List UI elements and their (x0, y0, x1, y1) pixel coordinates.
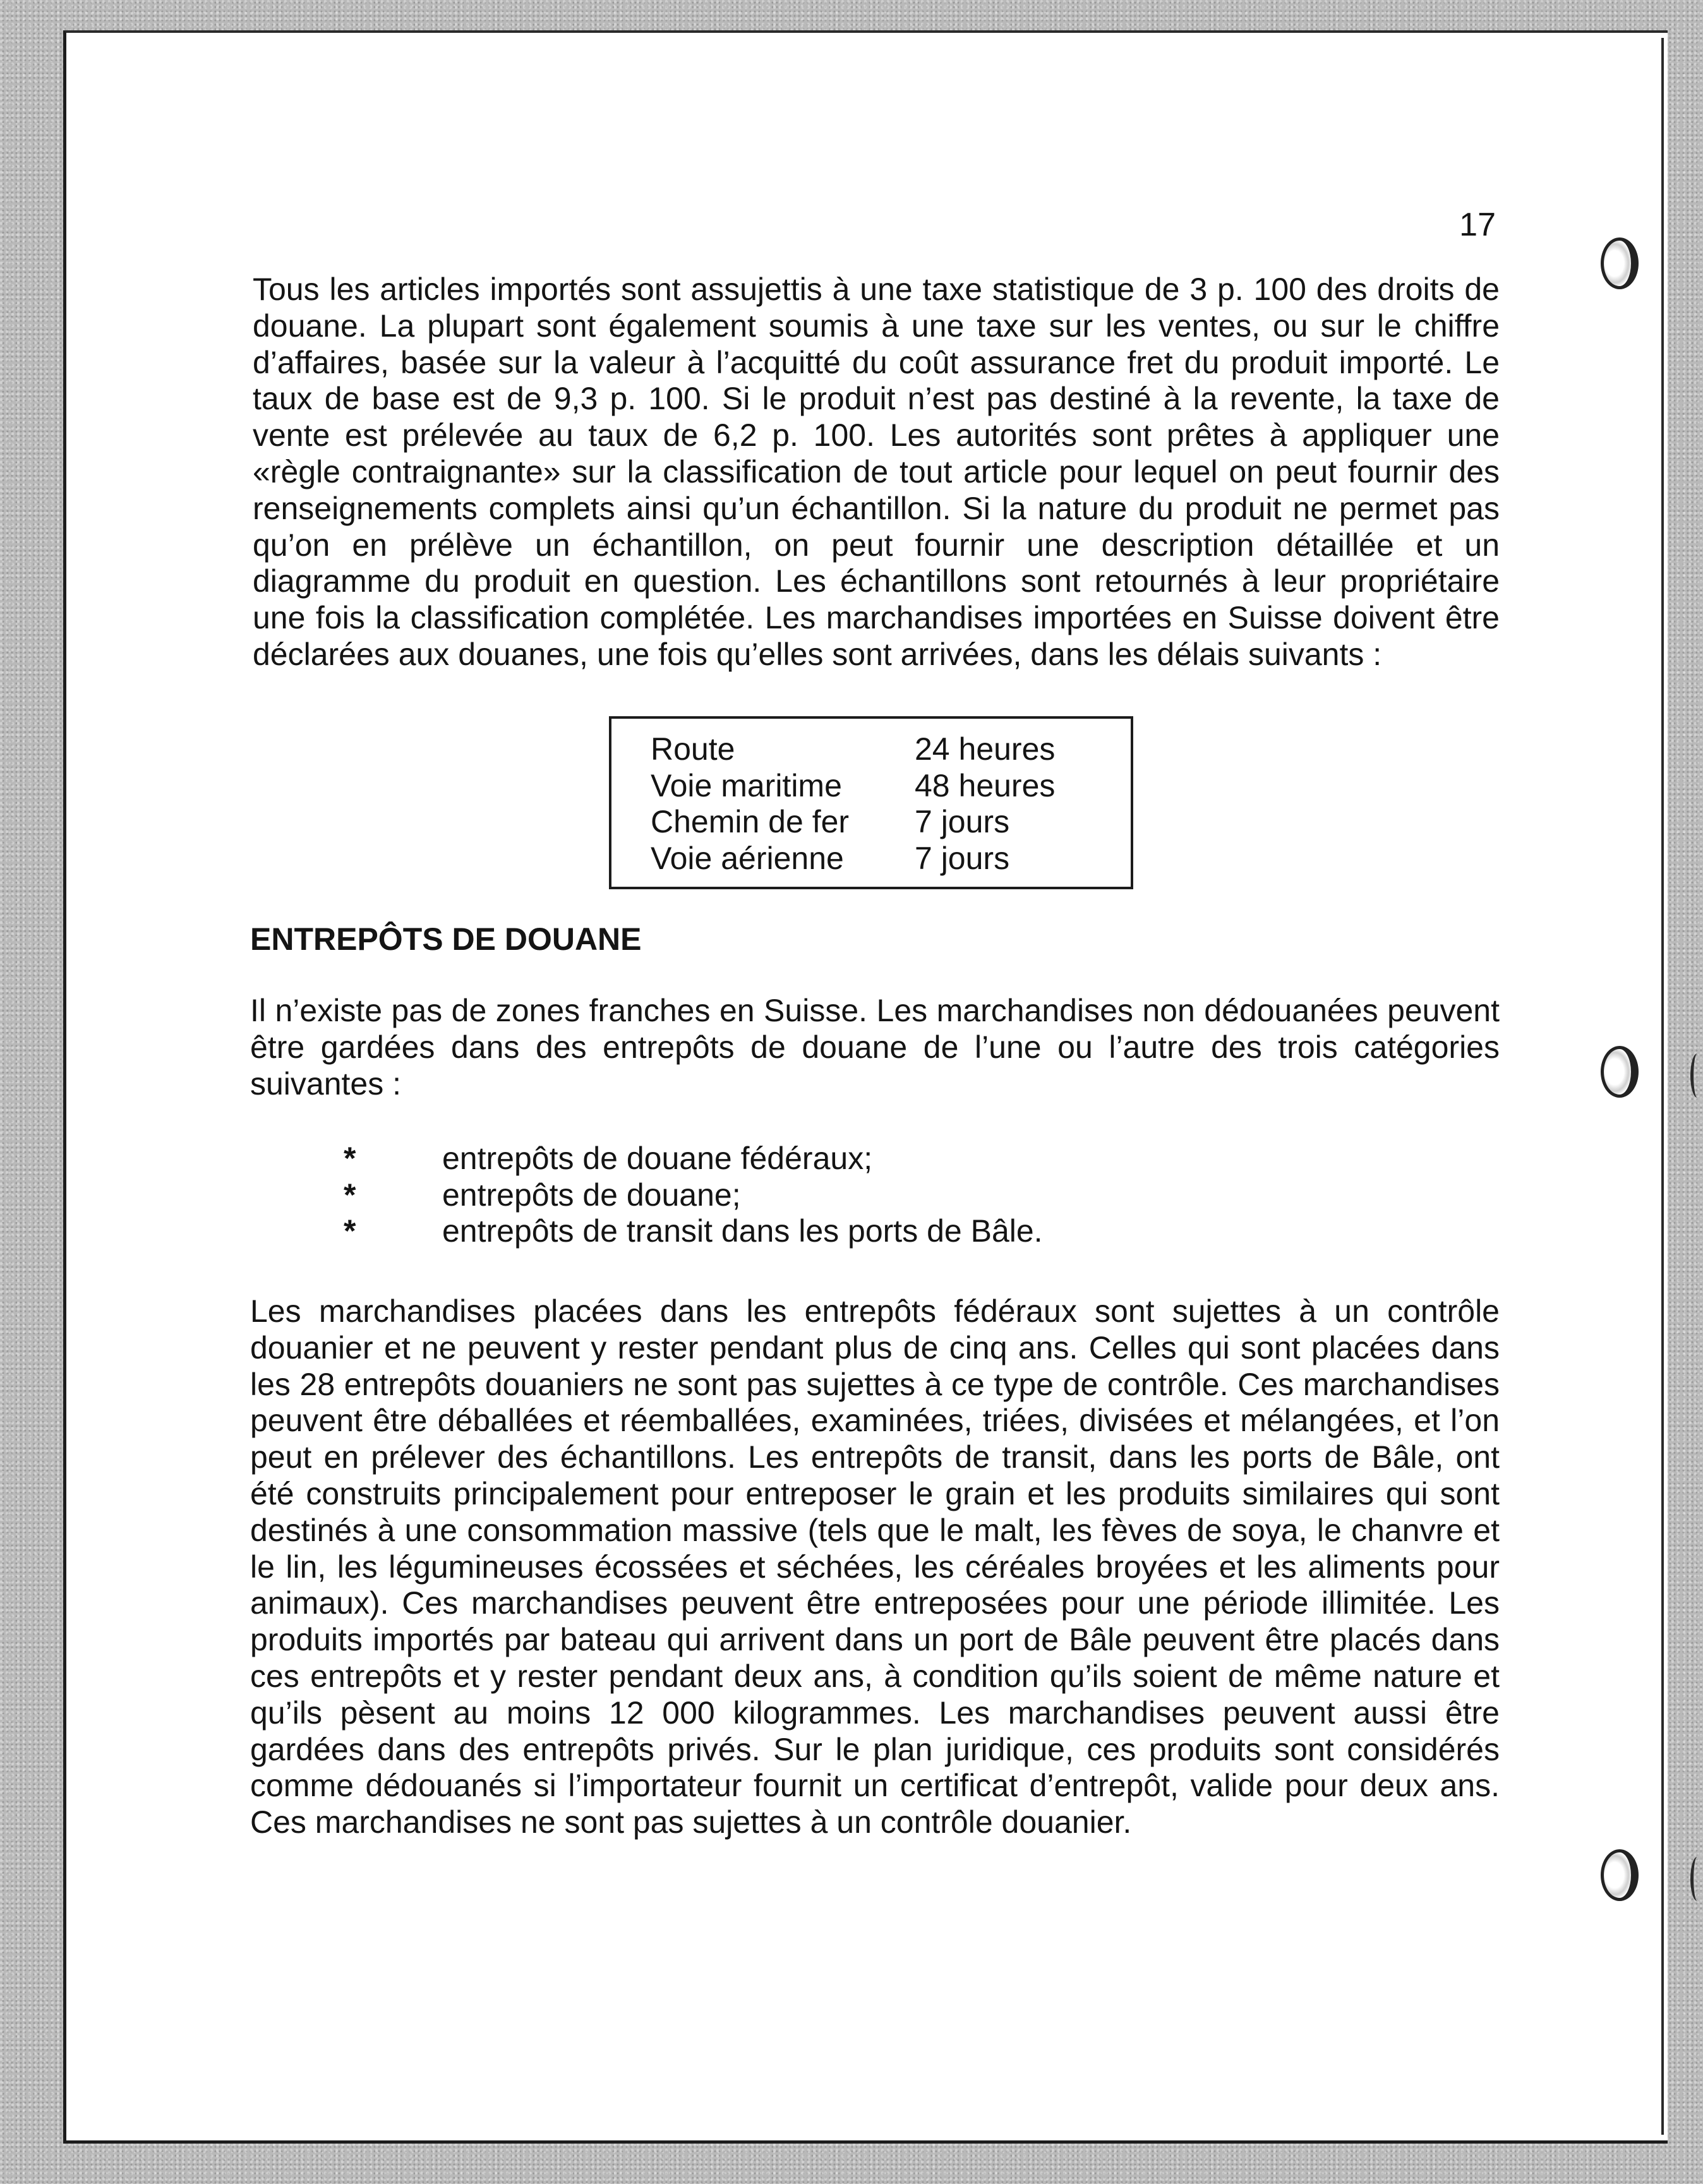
list-item-text: entrepôts de transit dans les ports de Bâle. (442, 1213, 1043, 1249)
transport-mode: Voie maritime (651, 767, 842, 803)
delay-time: 24 heures (915, 731, 1056, 767)
list-item-text: entrepôts de douane; (442, 1177, 741, 1213)
binder-ring-icon (1690, 1857, 1703, 1901)
section-heading: ENTREPÔTS DE DOUANE (250, 921, 642, 957)
list-item (341, 1213, 1043, 1250)
transport-mode: Route (651, 731, 735, 767)
transport-mode: Voie aérienne (651, 840, 844, 876)
delay-row (651, 768, 1131, 805)
delay-time: 48 heures (915, 767, 1056, 803)
list-item (341, 1177, 1043, 1214)
list-item-text: entrepôts de douane fédéraux; (442, 1141, 873, 1176)
paragraph-import-taxes: Tous les articles importés sont assujettis à une taxe statistique de 3 p. 100 des droits de douane. La plupart sont également soumis à une taxe sur les ventes, ou sur le chiffre d’affaires, basée sur la valeur à l’acquitté du coût assurance fret du produit importé. Le taux de base est de 9,3 p. 100. Si le produit n’est pas destiné à la revente, la taxe de vente est prélevée au taux de 6,2 p. 100. Les autorités sont prêtes à appliquer une «règle contraignante» sur la classification de tout article pour lequel on peut fournir des renseignements complets ainsi qu’un échantillon. Si la nature du produit ne permet pas qu’on en prélève un échantillon, on peut fournir une description détaillée et un diagramme du produit en question. Les échantillons sont retournés à leur propriétaire une fois la classification complétée. Les marchandises importées en Suisse doivent être déclarées aux douanes, une fois qu’elles sont arrivées, dans les délais suivants : (253, 272, 1500, 672)
binder-hole-icon (1601, 1849, 1639, 1901)
paragraph-no-free-zones: Il n’existe pas de zones franches en Suisse. Les marchandises non dédouanées peuvent être gardées dans des entrepôts de douane de l’une ou l’autre des trois catégories suivantes : (250, 993, 1500, 1101)
binder-ring-icon (1690, 1053, 1703, 1098)
binder-hole-icon (1601, 1046, 1639, 1098)
declaration-delays-table (609, 716, 1133, 889)
delay-row (651, 841, 1131, 877)
warehouse-category-list (341, 1141, 1043, 1250)
delay-time: 7 jours (915, 804, 1010, 839)
paragraph-warehouse-details: Les marchandises placées dans les entrepôts fédéraux sont sujettes à un contrôle douanier et ne peuvent y rester pendant plus de cinq ans. Celles qui sont placées dans les 28 entrepôts douaniers ne sont pas sujettes à ce type de contrôle. Ces marchandises peuvent être déballées et réemballées, examinées, triées, divisées et mélangées, et l’on peut en prélever des échantillons. Les entrepôts de transit, dans les ports de Bâle, ont été construits principalement pour entreposer le grain et les produits similaires qui sont destinés à une consommation massive (tels que le malt, les fèves de soya, le chanvre et le lin, les légumineuses écossées et séchées, les céréales broyées et les aliments pour animaux). Ces marchandises peuvent être entreposées pour une période illimitée. Les produits importés par bateau qui arrivent dans un port de Bâle peuvent être placés dans ces entrepôts et y rester pendant deux ans, à condition qu’ils soient de même nature et qu’ils pèsent au moins 12 000 kilogrammes. Les marchandises peuvent aussi être gardées dans des entrepôts privés. Sur le plan juridique, ces produits sont considérés comme dédouanés si l’importateur fournit un certificat d’entrepôt, valide pour deux ans. Ces marchandises ne sont pas sujettes à un contrôle douanier. (250, 1293, 1500, 1840)
page-number: 17 (1459, 207, 1496, 243)
transport-mode: Chemin de fer (651, 804, 850, 839)
bullet-star-icon: * (344, 1177, 356, 1213)
bullet-star-icon: * (344, 1141, 356, 1176)
page-edge-shadow (1661, 38, 1664, 2135)
delay-row (651, 804, 1131, 841)
delay-row (651, 731, 1131, 768)
list-item (341, 1141, 1043, 1177)
delay-time: 7 jours (915, 840, 1010, 876)
bullet-star-icon: * (344, 1213, 356, 1249)
binder-hole-icon (1601, 237, 1639, 289)
